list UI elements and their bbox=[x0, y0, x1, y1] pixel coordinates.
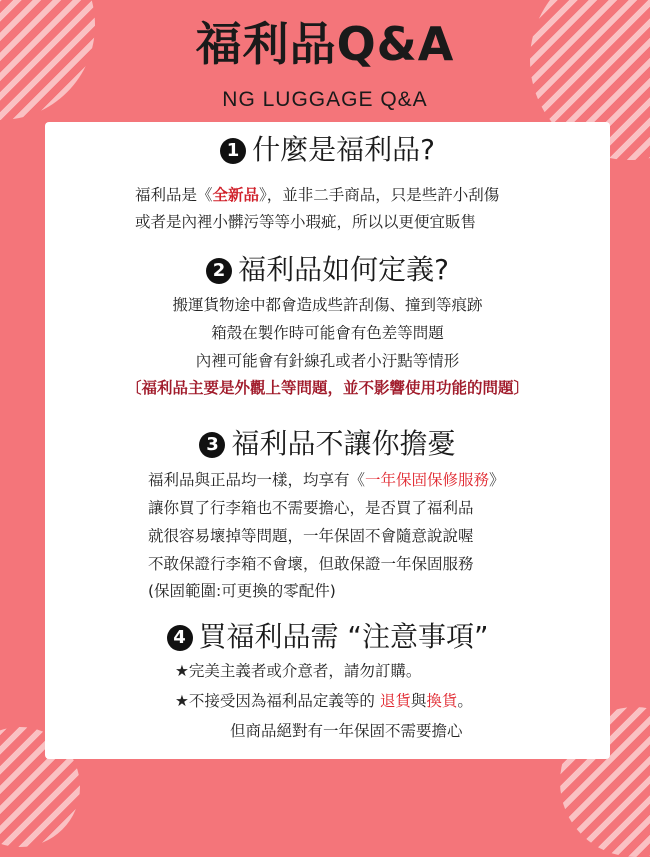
highlight-new-product: 全新品 bbox=[212, 186, 260, 204]
text: ★不接受因為福利品定義等的 bbox=[175, 692, 380, 710]
section-3-title bbox=[45, 426, 610, 462]
section-2-title bbox=[45, 252, 610, 288]
qa-card bbox=[45, 122, 610, 759]
section-2-line-1: 搬運貨物途中都會造成些許刮傷、撞到等痕跡 bbox=[172, 296, 483, 314]
section-1-title bbox=[45, 132, 610, 168]
section-2-line-2: 箱殼在製作時可能會有色差等問題 bbox=[211, 324, 444, 342]
section-1-title-text: 什麼是福利品? bbox=[252, 133, 435, 166]
page-title: 福利品Q&A bbox=[195, 17, 455, 71]
section-4-line-2 bbox=[175, 690, 473, 712]
page-subtitle: NG LUGGAGE Q&A bbox=[222, 88, 428, 111]
section-2-line-3: 內裡可能會有針線孔或者小汙點等情形 bbox=[195, 352, 460, 370]
section-3-title-text: 福利品不讓你擔憂 bbox=[231, 427, 456, 460]
section-3-line-1 bbox=[148, 469, 505, 491]
number-badge: 4 bbox=[167, 625, 193, 651]
section-3-line-3: 就很容易壞掉等問題，一年保固不會隨意說說喔 bbox=[148, 527, 474, 545]
highlight-warranty: 一年保固保修服務 bbox=[365, 471, 490, 489]
text: 》，並非二手商品，只是些許小刮傷 bbox=[259, 186, 500, 204]
section-4-line-1: ★完美主義者或介意者，請勿訂購。 bbox=[175, 662, 422, 680]
section-4-line-3: 但商品絕對有一年保固不需要擔心 bbox=[230, 722, 463, 740]
section-3-line-2: 讓你買了行李箱也不需要擔心，是否買了福利品 bbox=[148, 499, 474, 517]
number-badge: 2 bbox=[206, 258, 232, 284]
text: 福利品是《 bbox=[135, 186, 213, 204]
text: 》 bbox=[489, 471, 505, 489]
section-3-line-5: (保固範圍:可更換的零配件) bbox=[148, 582, 336, 600]
section-2-note: 〔福利品主要是外觀上等問題，並不影響使用功能的問題〕 bbox=[125, 379, 529, 397]
section-1-line-1 bbox=[135, 184, 499, 206]
number-badge: 3 bbox=[199, 432, 225, 458]
highlight-return: 退貨 bbox=[379, 692, 411, 710]
section-2-title-text: 福利品如何定義? bbox=[238, 253, 449, 286]
page-header bbox=[0, 0, 650, 112]
section-4-title bbox=[45, 619, 610, 655]
text: 。 bbox=[457, 692, 473, 710]
section-4-title-text: 買福利品需 “注意事項” bbox=[198, 620, 489, 653]
highlight-exchange: 換貨 bbox=[426, 692, 458, 710]
text: 福利品與正品均一樣，均享有《 bbox=[148, 471, 366, 489]
number-badge: 1 bbox=[220, 138, 246, 164]
section-3-line-4: 不敢保證行李箱不會壞，但敢保證一年保固服務 bbox=[148, 555, 474, 573]
section-1-line-2: 或者是內裡小髒污等等小瑕疵，所以以更便宜販售 bbox=[135, 213, 477, 231]
text: 與 bbox=[410, 692, 427, 710]
